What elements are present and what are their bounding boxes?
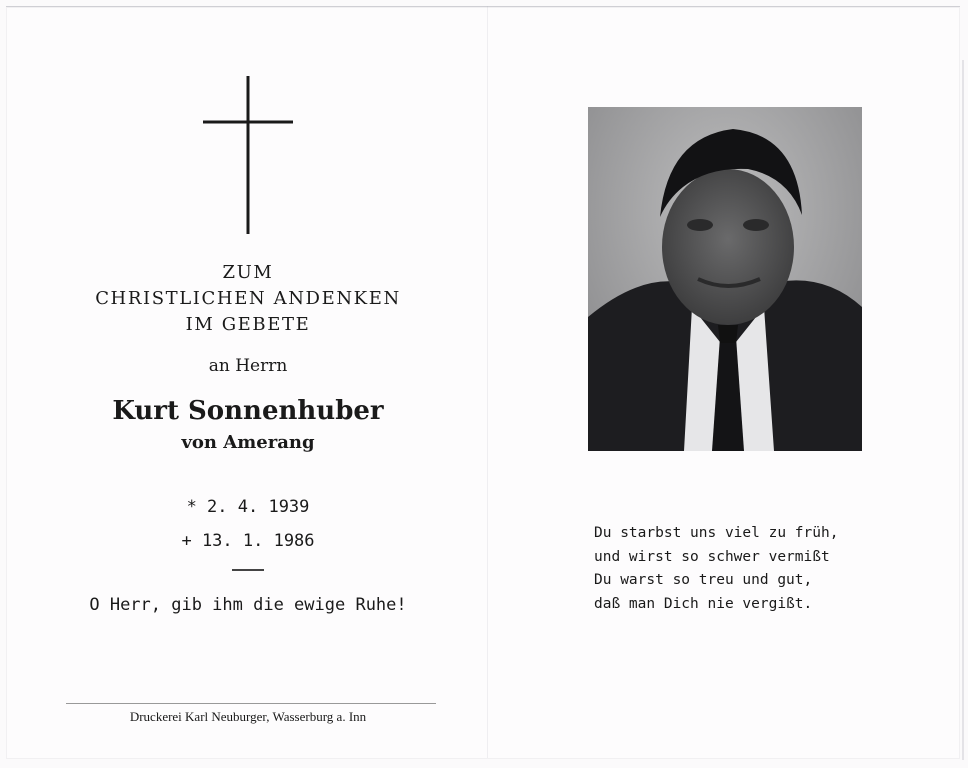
printer-credit: Druckerei Karl Neuburger, Wasserburg a. Inn — [129, 709, 367, 724]
card-fold — [487, 6, 488, 758]
verse-line-4: daß man Dich nie vergißt. — [594, 595, 813, 612]
heading-line-1: ZUM — [222, 262, 274, 283]
deceased-origin: von Amerang — [181, 432, 315, 453]
heading-line-3: IM GEBETE — [185, 314, 311, 335]
memorial-heading — [60, 260, 436, 338]
portrait-photo — [588, 107, 862, 451]
memorial-verse — [594, 522, 894, 616]
footer-rule — [66, 703, 436, 704]
card-edge — [962, 60, 964, 760]
life-dates — [60, 490, 436, 558]
salutation: an Herrn — [208, 356, 288, 376]
verse-line-1: Du starbst uns viel zu früh, — [594, 525, 839, 541]
verse-line-2: und wirst so schwer vermißt — [594, 548, 830, 565]
birth-date: * 2. 4. 1939 — [186, 497, 310, 517]
deceased-name: Kurt Sonnenhuber — [112, 396, 384, 426]
prayer-text: O Herr, gib ihm die ewige Ruhe! — [89, 595, 407, 615]
heading-line-2: CHRISTLICHEN ANDENKEN — [95, 288, 401, 309]
portrait-illustration — [588, 107, 862, 451]
death-date: + 13. 1. 1986 — [181, 531, 315, 551]
divider-dash — [232, 569, 264, 571]
cross-icon — [203, 76, 293, 234]
verse-line-3: Du warst so treu und gut, — [594, 572, 813, 588]
